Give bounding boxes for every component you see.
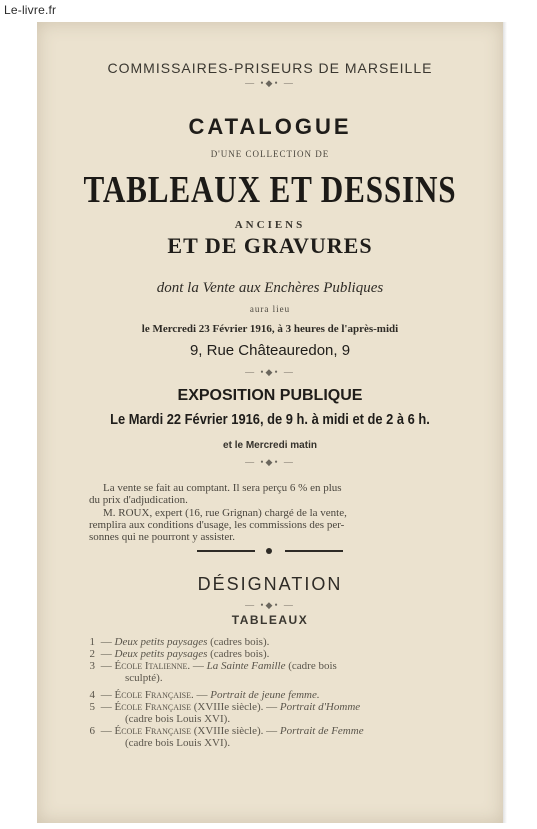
item-title: Deux petits paysages <box>114 636 208 648</box>
item-dash: — <box>98 636 115 648</box>
exposition-title: EXPOSITION PUBLIQUE <box>177 387 363 404</box>
item-school: École Française <box>114 701 191 713</box>
list-item-continuation: (cadre bois Louis XVI). <box>125 713 231 725</box>
gravures-title: ET DE GRAVURES <box>167 233 373 258</box>
list-item-continuation: (cadre bois Louis XVI). <box>125 737 231 749</box>
item-dash: — <box>98 648 115 660</box>
aura-lieu: aura lieu <box>249 304 291 314</box>
item-dash: — <box>98 725 115 737</box>
item-number: 4 <box>89 689 95 701</box>
item-title: Portrait d'Homme <box>279 701 361 713</box>
catalogue-page <box>37 22 503 823</box>
item-school: École Française. <box>114 689 194 701</box>
item-detail: (cadre bois <box>285 660 337 672</box>
list-item <box>81 725 364 737</box>
collection-subtitle: D'UNE COLLECTION DE <box>210 149 330 159</box>
item-dash: — <box>193 689 211 701</box>
item-title: Deux petits paysages <box>114 648 208 660</box>
item-dash: — <box>98 660 115 672</box>
item-title: Portrait de Femme <box>279 725 364 737</box>
item-number: 3 <box>89 660 95 672</box>
item-dash: — <box>98 689 115 701</box>
list-item <box>81 701 360 713</box>
list-item <box>81 648 269 660</box>
list-item <box>81 660 337 672</box>
item-detail: (cadres bois). <box>207 636 270 648</box>
terms-line: du prix d'adjudication. <box>89 494 188 506</box>
ornament: — •◆• — <box>245 600 295 610</box>
section-heading: TABLEAUX <box>231 613 309 627</box>
divider-ornament <box>197 546 343 556</box>
exposition-date: Le Mardi 22 Février 1916, de 9 h. à midi et de 2 à 6 h. <box>110 411 430 428</box>
sale-date: le Mercredi 23 Février 1916, à 3 heures de l'après-midi <box>141 323 399 335</box>
list-item <box>81 689 320 701</box>
ornament: — •◆• — <box>245 367 295 377</box>
item-school: École Italienne. <box>114 660 191 672</box>
item-dash: — <box>98 701 115 713</box>
header: COMMISSAIRES-PRISEURS DE MARSEILLE <box>107 60 433 76</box>
item-detail: (XVIIIe siècle). — <box>190 725 280 737</box>
expert-paragraph <box>89 507 471 543</box>
item-title: Portrait de jeune femme. <box>210 689 320 701</box>
sale-line: dont la Vente aux Enchères Publiques <box>156 280 384 296</box>
divider-dot <box>266 548 272 554</box>
site-watermark: Le-livre.fr <box>4 3 57 17</box>
expert-line: remplira aux conditions d'usage, les commissions des per- <box>89 519 345 531</box>
ornament: — •◆• — <box>245 78 295 88</box>
exposition-extra: et le Mercredi matin <box>223 440 317 451</box>
anciens-label: ANCIENS <box>234 219 306 231</box>
list-item-continuation: sculpté). <box>125 672 163 684</box>
main-title: TABLEAUX ET DESSINS <box>83 169 457 211</box>
item-number: 6 <box>89 725 95 737</box>
catalogue-title: CATALOGUE <box>188 114 352 139</box>
item-number: 5 <box>89 701 95 713</box>
item-number: 2 <box>89 648 95 660</box>
item-detail: (XVIIIe siècle). — <box>190 701 280 713</box>
item-school: École Française <box>114 725 191 737</box>
terms-paragraph <box>89 482 471 506</box>
terms-line: La vente se fait au comptant. Il sera perçu 6 % en plus <box>103 482 342 494</box>
divider-line <box>197 550 255 552</box>
sale-address: 9, Rue Châteauredon, 9 <box>189 342 351 359</box>
expert-line: sonnes qui ne pourront y assister. <box>89 531 236 543</box>
ornament: — •◆• — <box>245 457 295 467</box>
item-number: 1 <box>89 636 95 648</box>
item-title: La Sainte Famille <box>206 660 286 672</box>
divider-line <box>285 550 343 552</box>
expert-line: M. ROUX, expert (16, rue Grignan) chargé de la vente, <box>103 507 347 519</box>
page-edge-shadow <box>503 22 507 823</box>
item-dash: — <box>190 660 207 672</box>
list-item <box>81 636 269 648</box>
designation-heading: DÉSIGNATION <box>197 574 343 594</box>
item-detail: (cadres bois). <box>207 648 270 660</box>
